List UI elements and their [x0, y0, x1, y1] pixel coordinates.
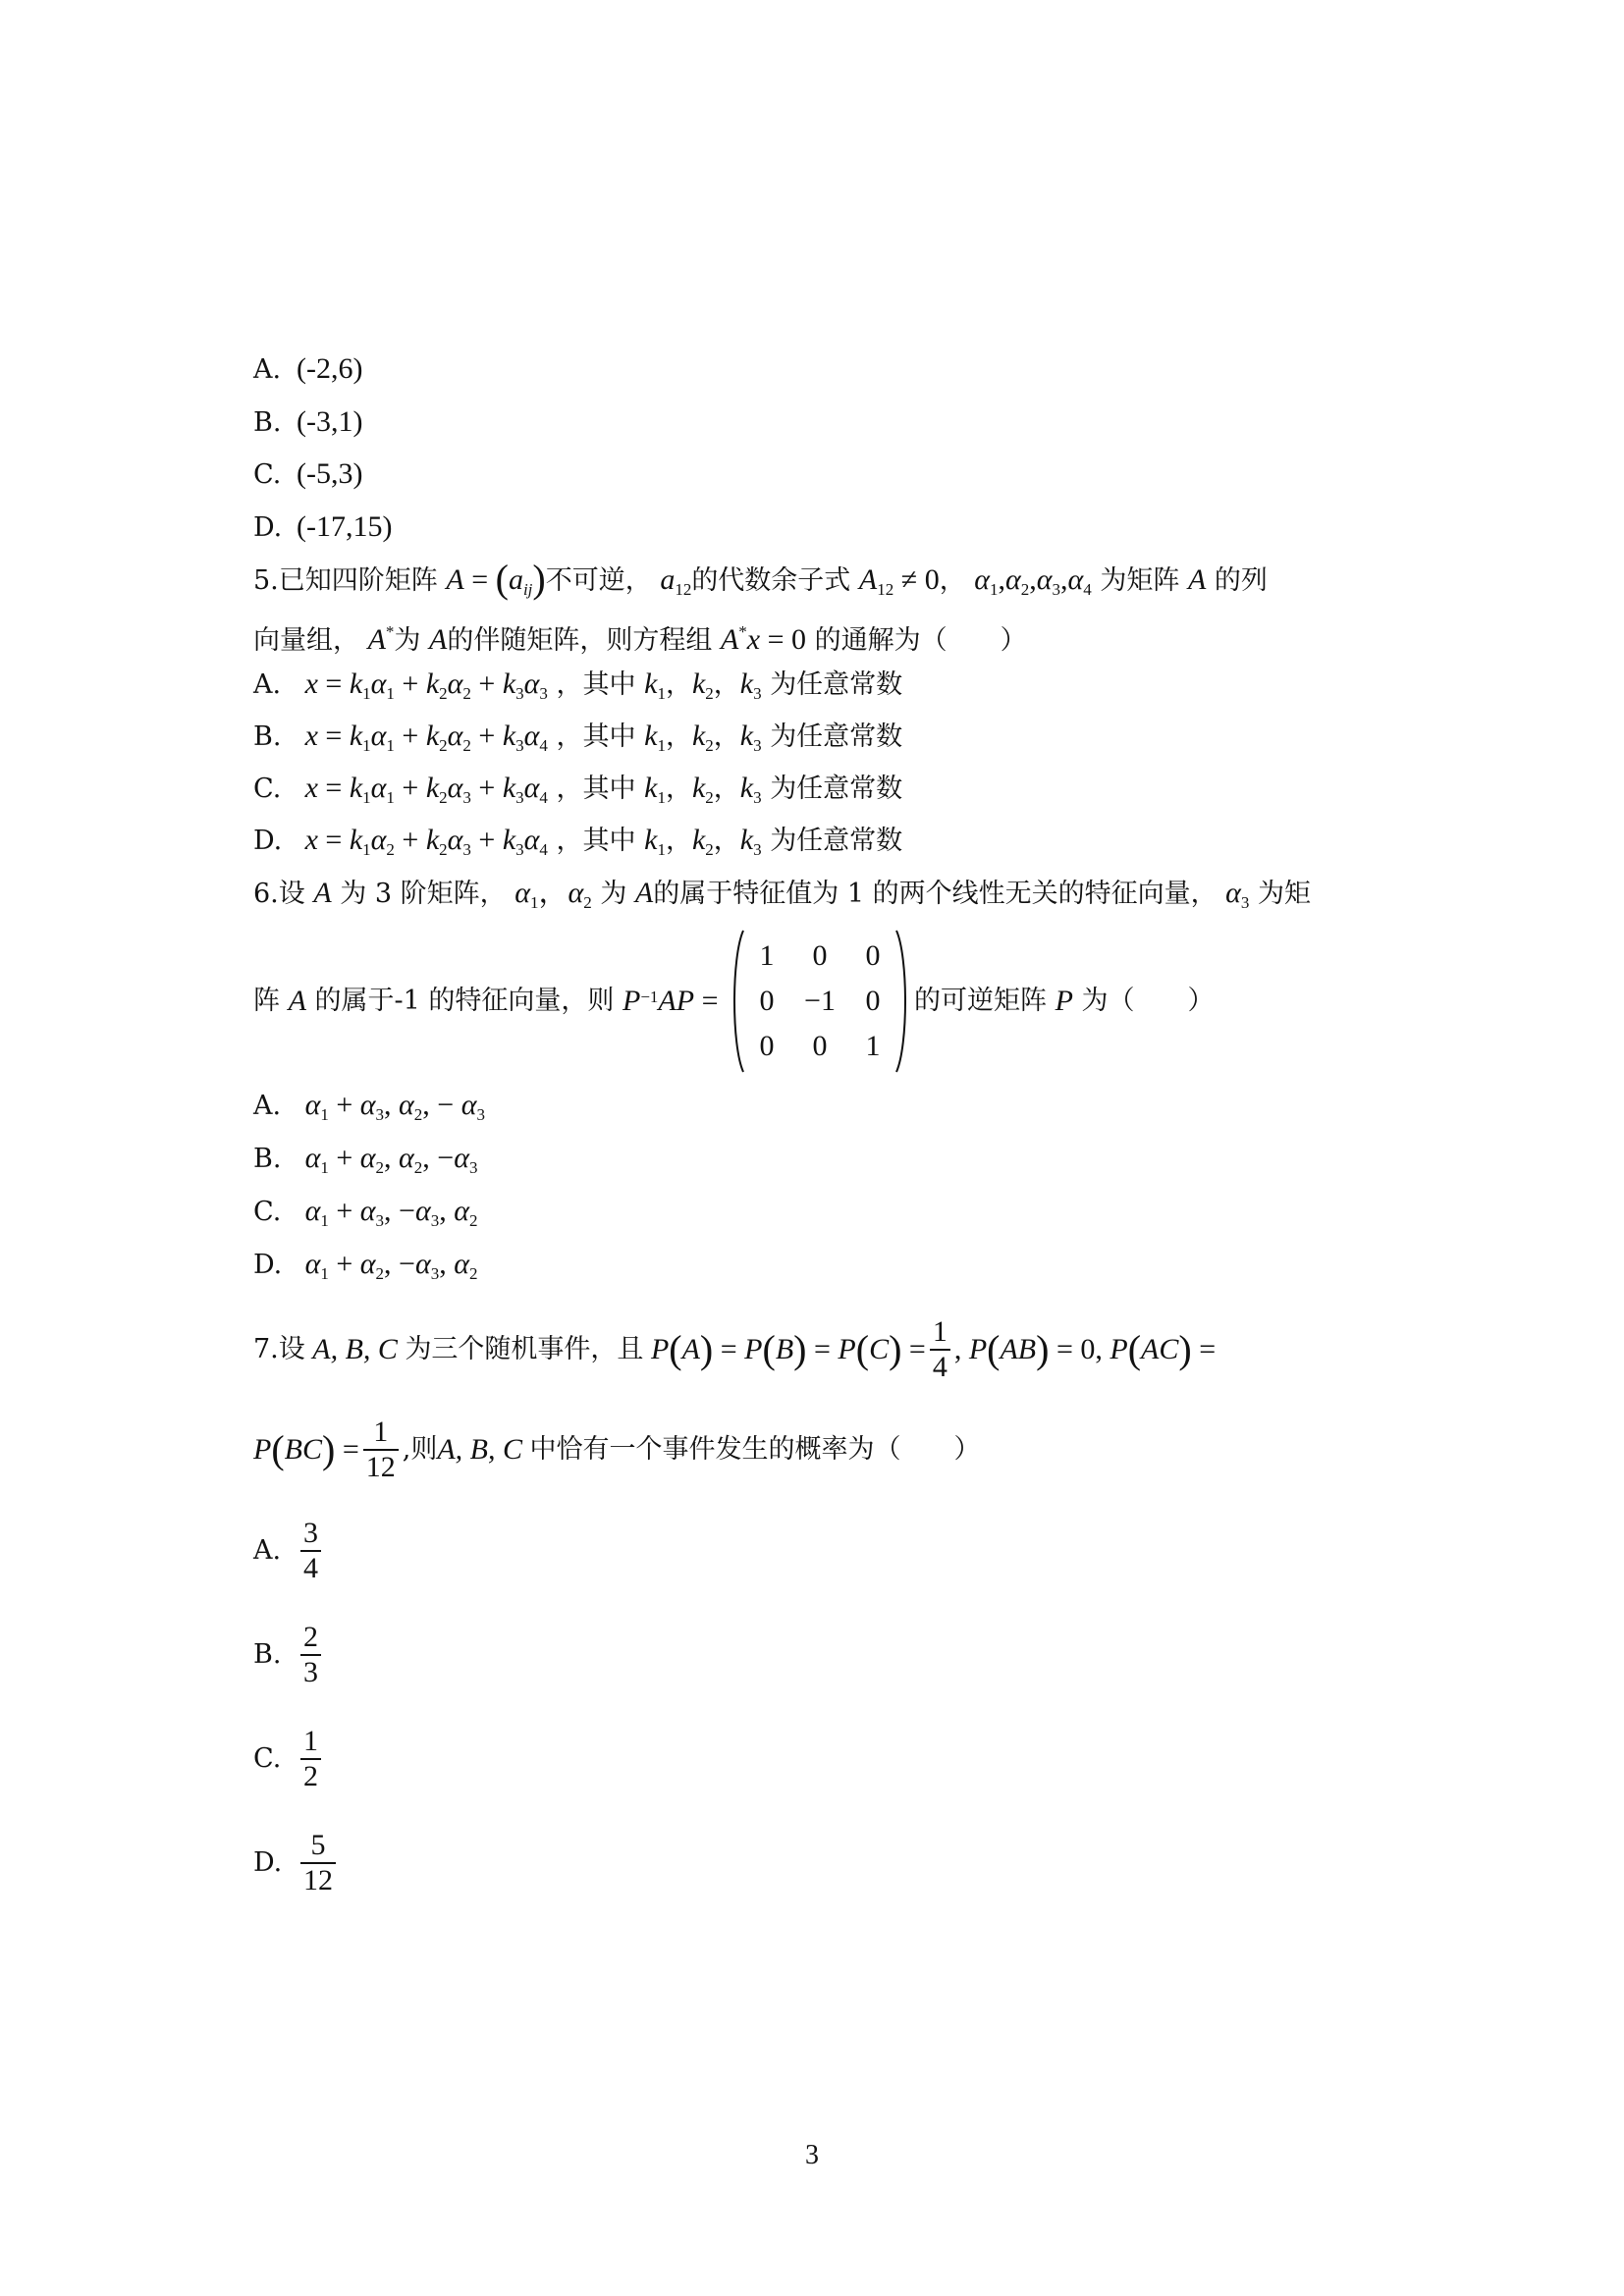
- option-a-fraction: $\frac{3}{4}$: [300, 1517, 321, 1585]
- q4-option-b: B. (-3,1): [253, 405, 363, 438]
- q5-option-c: C. $x = k_1\alpha_1 + k_2\alpha_3 + k_3\alpha_4$ ，其中 $k_1$，$k_2$，$k_3$ 为任意常数: [253, 772, 903, 807]
- q6-stem-line2: 阵 A 的属于-1 的特征向量，则 P $^{-1}$ AP = 1 0 0 0 −1 0 0 0 1 的可逆矩阵 P 为（ ）: [253, 928, 1215, 1075]
- page-number: 3: [805, 2140, 819, 2170]
- q4-option-c: C. (-5,3): [253, 457, 363, 490]
- q5-stem-line2: 向量组， A*为 A的伴随矩阵，则方程组 A*x = 0 的通解为（ ）: [253, 622, 1027, 656]
- q7-stem-line1: 7.设 A, B, C 为三个随机事件，且 P ( A ) = P ( B ) = P ( C ) = $\frac{1}{4}$ , P ( AB ) = 0, P ( AC ) =: [253, 1315, 1217, 1383]
- q7-option-b: B. $\frac{2}{3}$: [253, 1616, 325, 1694]
- option-b-fraction: $\frac{2}{3}$: [300, 1621, 321, 1689]
- q6-option-d: D. $\alpha_1 + \alpha_2$, $-\alpha_3$, $\alpha_2$: [253, 1248, 478, 1283]
- fraction-one-quarter: $\frac{1}{4}$: [930, 1315, 950, 1384]
- right-paren: [894, 928, 910, 1075]
- q6-stem-line1: 6.设 A 为 3 阶矩阵， $\alpha_1$，$\alpha_2$ 为 A的属于特征值为 1 的两个线性无关的特征向量， $\alpha_3$ 为矩: [253, 877, 1312, 912]
- option-c-fraction: $\frac{1}{2}$: [300, 1725, 321, 1793]
- option-d-fraction: $\frac{5}{12}$: [300, 1829, 336, 1897]
- q7-option-c: C. $\frac{1}{2}$: [253, 1720, 325, 1798]
- q6-option-c: C. $\alpha_1 + \alpha_3$, $-\alpha_3$, $\alpha_2$: [253, 1195, 478, 1230]
- q5-option-d: D. $x = k_1\alpha_2 + k_2\alpha_3 + k_3\alpha_4$ ，其中 $k_1$，$k_2$，$k_3$ 为任意常数: [253, 824, 903, 859]
- q6-option-b: B. $\alpha_1 + \alpha_2$, $\alpha_2$, $-\alpha_3$: [253, 1142, 478, 1177]
- q5-option-b: B. $x = k_1\alpha_1 + k_2\alpha_2 + k_3\alpha_4$ ，其中 $k_1$，$k_2$，$k_3$ 为任意常数: [253, 720, 903, 755]
- matrix-a-def: A: [446, 563, 464, 596]
- q5-stem-line1: 5.已知四阶矩阵 $A = (a_{ij})$不可逆， $a_{12}$的代数余子式 $A_{12} \ne 0$， $\alpha_1,\alpha_2,\alpha_3,\alpha_4$ 为矩阵 A 的列: [253, 557, 1268, 601]
- q6-option-a: A. $\alpha_1 + \alpha_3$, $\alpha_2$, − $\alpha_3$: [253, 1089, 485, 1124]
- q4-option-a: A. (-2,6): [253, 352, 363, 385]
- diagonal-matrix: [730, 928, 910, 1075]
- fraction-one-twelfth: $\frac{1}{12}$: [363, 1415, 399, 1484]
- q7-option-a: A. $\frac{3}{4}$: [253, 1512, 325, 1590]
- left-paren: [730, 928, 745, 1075]
- matrix-entries: 1 0 0 0 −1 0 0 0 1: [759, 939, 881, 1062]
- q5-option-a: A. $x = k_1\alpha_1 + k_2\alpha_2 + k_3\alpha_3$ ，其中 $k_1$，$k_2$，$k_3$ 为任意常数: [253, 667, 903, 703]
- q7-stem-line2: P ( BC ) = $\frac{1}{12}$ ,则 A, B, C 中恰有一个事件发生的概率为（ ）: [253, 1415, 981, 1483]
- q4-option-d: D. (-17,15): [253, 510, 393, 543]
- q7-option-d: D. $\frac{5}{12}$: [253, 1824, 340, 1902]
